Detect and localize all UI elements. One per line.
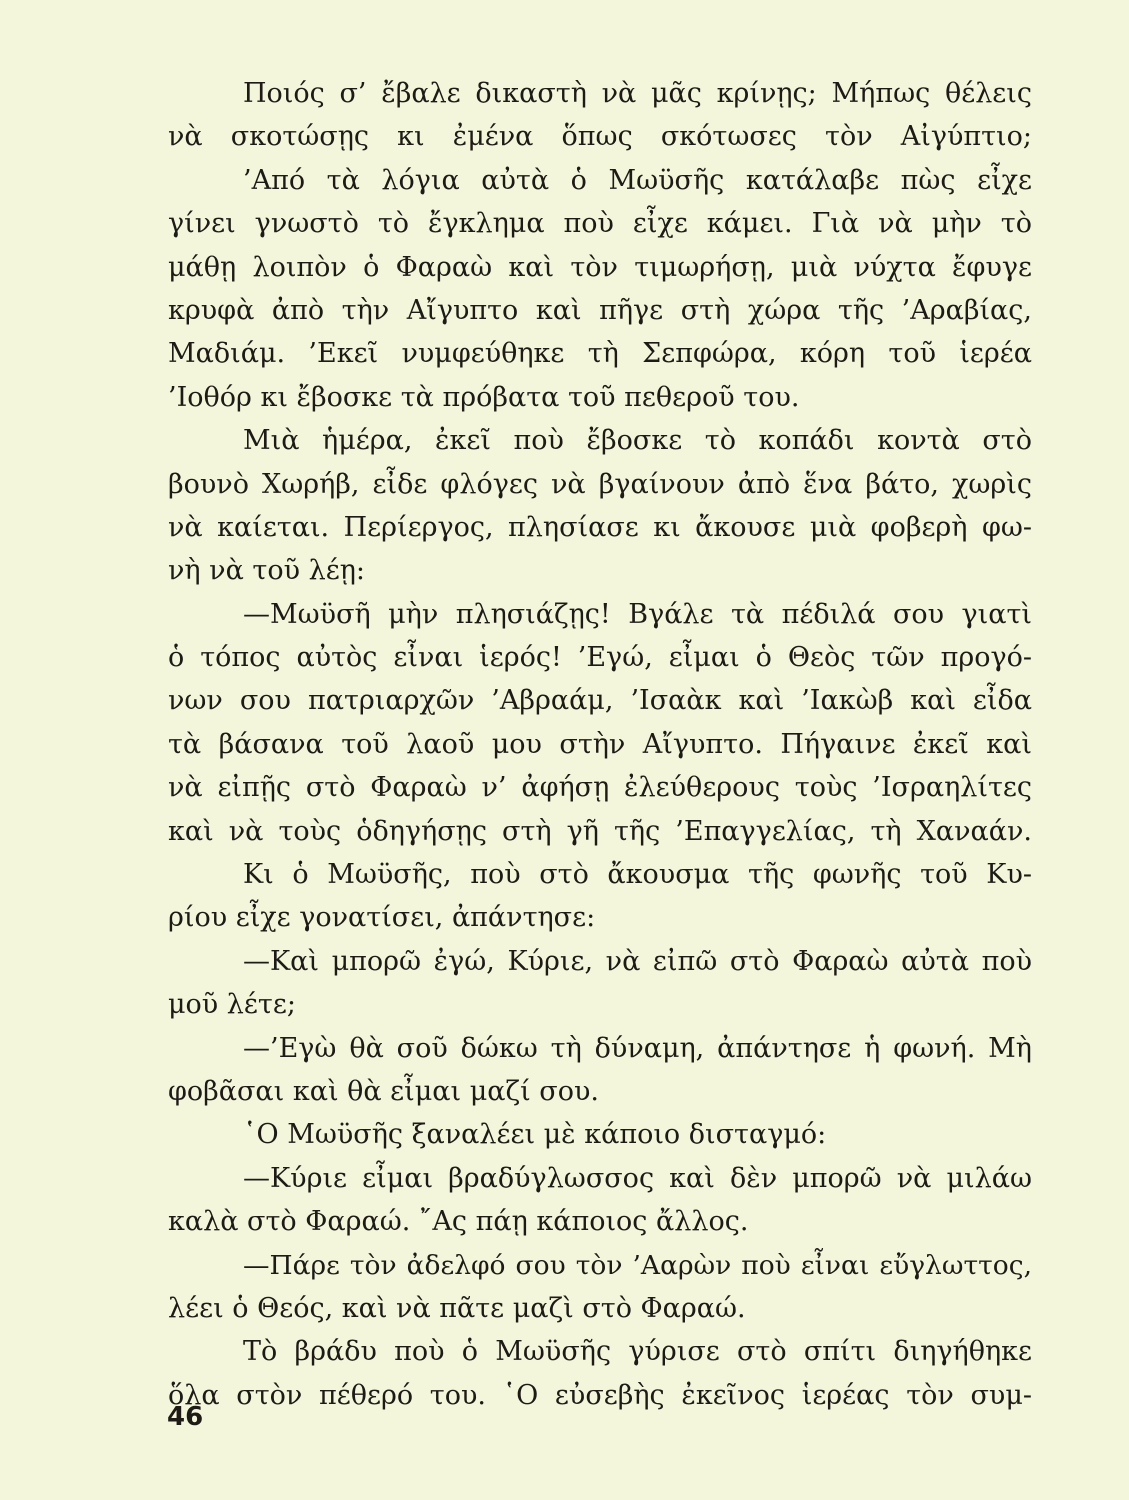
page-number: 46: [167, 1402, 204, 1432]
text-line: νὰ καίεται. Περίεργος, πλησίασε κι ἄκουσε μιὰ φοβερὴ φω-: [168, 511, 1032, 543]
text-line: Κι ὁ Μωϋσῆς, ποὺ στὸ ἄκουσμα τῆς φωνῆς τοῦ Κυ-: [243, 859, 1032, 891]
text-line: καλὰ στὸ Φαραώ. ῎Ας πάῃ κάποιος ἄλλος.: [168, 1206, 749, 1238]
body-text: [168, 72, 1032, 1417]
text-line: φοβᾶσαι καὶ θὰ εἶμαι μαζί σου.: [168, 1075, 599, 1107]
text-line: λέει ὁ Θεός, καὶ νὰ πᾶτε μαζὶ στὸ Φαραώ.: [168, 1292, 746, 1324]
text-line: βουνὸ Χωρήβ, εἶδε φλόγες νὰ βγαίνουν ἀπὸ ἕνα βάτο, χωρὶς: [168, 468, 1032, 500]
text-line: —Μωϋσῆ μὴν πλησιάζῃς! Βγάλε τὰ πέδιλά σου γιατὶ: [243, 598, 1032, 630]
text-line: κρυφὰ ἀπὸ τὴν Αἴγυπτο καὶ πῆγε στὴ χώρα τῆς ’Αραβίας,: [168, 294, 1032, 326]
text-line: ’Από τὰ λόγια αὐτὰ ὁ Μωϋσῆς κατάλαβε πὼς εἶχε: [243, 164, 1032, 196]
text-line: Ποιός σ’ ἔβαλε δικαστὴ νὰ μᾶς κρίνῃς; Μήπως θέλεις: [243, 78, 1032, 109]
text-line: ρίου εἶχε γονατίσει, ἀπάντησε:: [168, 902, 596, 934]
text-line: καὶ νὰ τοὺς ὁδηγήσῃς στὴ γῆ τῆς ’Επαγγελίας, τὴ Χαναάν.: [168, 815, 1032, 847]
text-line: ὁ τόπος αὐτὸς εἶναι ἱερός! ’Εγώ, εἶμαι ὁ Θεὸς τῶν προγό-: [168, 642, 1032, 674]
text-line: ῾Ο Μωϋσῆς ξαναλέει μὲ κάποιο δισταγμό:: [243, 1119, 827, 1151]
text-line: νὴ νὰ τοῦ λέῃ:: [168, 555, 365, 587]
text-line: —’Εγὼ θὰ σοῦ δώκω τὴ δύναμη, ἀπάντησε ἡ φωνή. Μὴ: [243, 1032, 1032, 1064]
text-line: Μαδιάμ. ’Εκεῖ νυμφεύθηκε τὴ Σεπφώρα, κόρη τοῦ ἱερέα: [168, 338, 1032, 370]
text-line: τὰ βάσανα τοῦ λαοῦ μου στὴν Αἴγυπτο. Πήγαινε ἐκεῖ καὶ: [168, 728, 1032, 760]
text-line: μοῦ λέτε;: [168, 989, 296, 1021]
text-line: Τὸ βράδυ ποὺ ὁ Μωϋσῆς γύρισε στὸ σπίτι διηγήθηκε: [243, 1336, 1032, 1368]
text-line: ὅλα στὸν πέθερό του. ῾Ο εὐσεβὴς ἐκεῖνος ἱερέας τὸν συμ-: [168, 1379, 1032, 1411]
text-line: Μιὰ ἡμέρα, ἐκεῖ ποὺ ἔβοσκε τὸ κοπάδι κοντὰ στὸ: [243, 425, 1032, 457]
text-line: μάθῃ λοιπὸν ὁ Φαραὼ καὶ τὸν τιμωρήσῃ, μιὰ νύχτα ἔφυγε: [168, 251, 1032, 283]
text-line: ’Ιοθόρ κι ἔβοσκε τὰ πρόβατα τοῦ πεθεροῦ του.: [168, 381, 800, 413]
text-line: νὰ εἰπῇς στὸ Φαραὼ ν’ ἀφήσῃ ἐλεύθερους τοὺς ’Ισραηλίτες: [168, 772, 1032, 804]
text-line: —Πάρε τὸν ἀδελφό σου τὸν ’Ααρὼν ποὺ εἶναι εὔγλωττος,: [243, 1249, 1032, 1281]
text-line: νων σου πατριαρχῶν ’Αβραάμ, ’Ισαὰκ καὶ ’Ιακὼβ καὶ εἶδα: [168, 685, 1032, 717]
text-line: γίνει γνωστὸ τὸ ἔγκλημα ποὺ εἶχε κάμει. Γιὰ νὰ μὴν τὸ: [168, 208, 1032, 240]
text-line: νὰ σκοτώσῃς κι ἐμένα ὅπως σκότωσες τὸν Αἰγύπτιο;: [168, 121, 1032, 153]
text-line: —Κύριε εἶμαι βραδύγλωσσος καὶ δὲν μπορῶ νὰ μιλάω: [243, 1162, 1032, 1194]
text-line: —Καὶ μπορῶ ἐγώ, Κύριε, νὰ εἰπῶ στὸ Φαραὼ αὐτὰ ποὺ: [243, 945, 1032, 977]
